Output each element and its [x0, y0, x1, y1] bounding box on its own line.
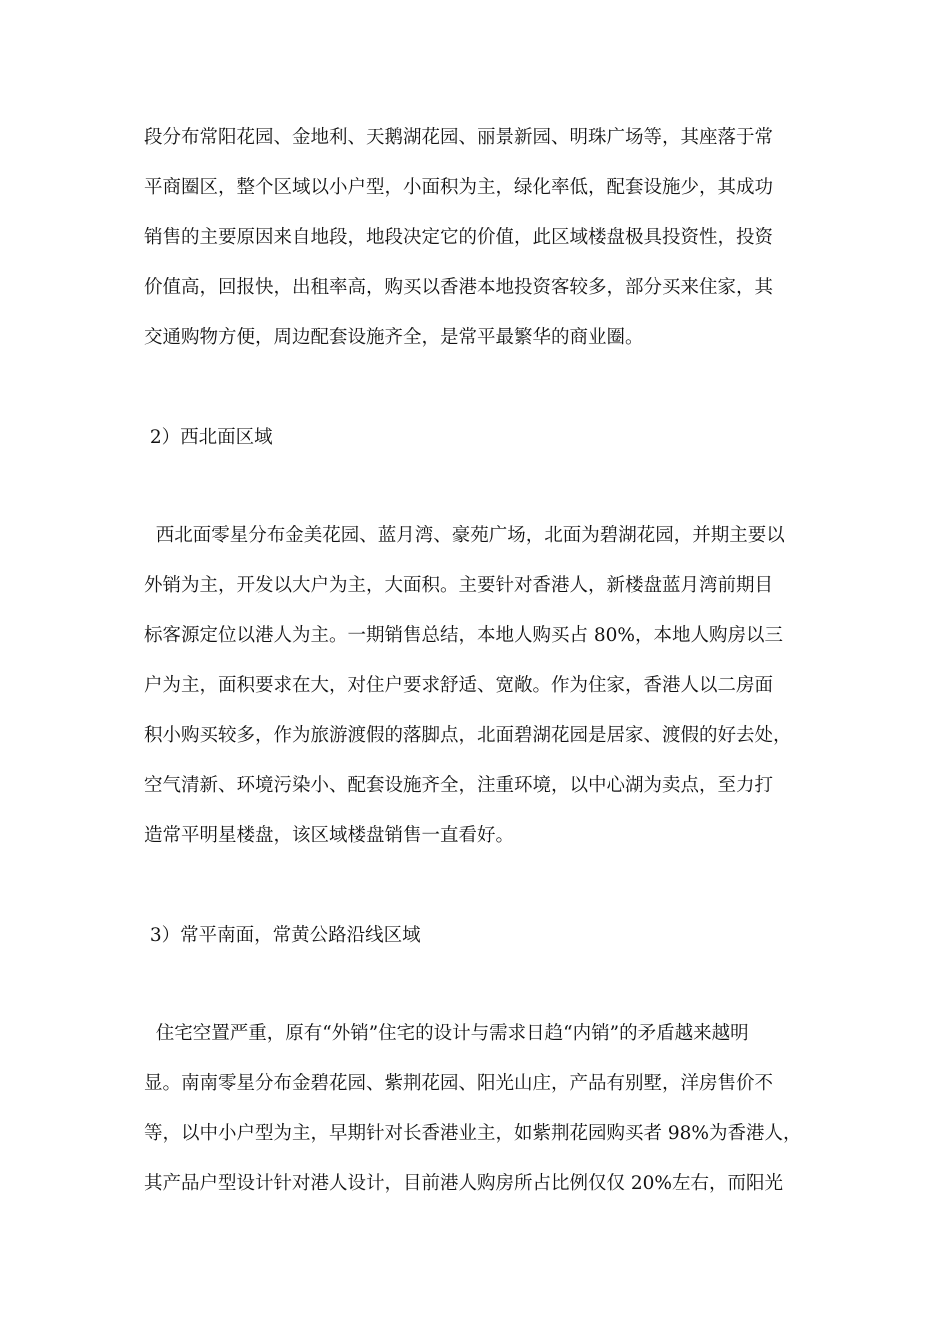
paragraph-1-line-3: 销售的主要原因来自地段，地段决定它的价值，此区域楼盘极具投资性，投资: [144, 227, 774, 248]
paragraph-3-line-1: 住宅空置严重，原有“外销”住宅的设计与需求日趋“内销”的矛盾越来越明: [144, 1023, 749, 1044]
paragraph-1-line-1: 段分布常阳花园、金地利、天鹅湖花园、丽景新园、明珠广场等，其座落于常: [144, 127, 774, 148]
paragraph-1-line-2: 平商圈区，整个区域以小户型，小面积为主，绿化率低，配套设施少，其成功: [144, 177, 774, 198]
paragraph-2-line-5: 积小购买较多，作为旅游渡假的落脚点，北面碧湖花园是居家、渡假的好去处，: [144, 725, 792, 746]
paragraph-2-line-6: 空气清新、环境污染小、配套设施齐全，注重环境，以中心湖为卖点，至力打: [144, 775, 774, 796]
paragraph-3-line-4: 其产品户型设计针对港人设计，目前港人购房所占比例仅仅 20%左右，而阳光: [144, 1173, 784, 1194]
section-heading-2: 2）西北面区域: [144, 427, 273, 448]
paragraph-2-line-1: 西北面零星分布金美花园、蓝月湾、豪苑广场，北面为碧湖花园，并期主要以: [144, 525, 785, 546]
section-heading-3: 3）常平南面，常黄公路沿线区域: [144, 925, 421, 946]
paragraph-2-line-7: 造常平明星楼盘，该区域楼盘销售一直看好。: [144, 825, 515, 846]
paragraph-2-line-4: 户为主，面积要求在大，对住户要求舒适、宽敞。作为住家，香港人以二房面: [144, 675, 774, 696]
paragraph-2-line-2: 外销为主，开发以大户为主，大面积。主要针对香港人，新楼盘蓝月湾前期目: [144, 575, 774, 596]
paragraph-1-line-4: 价值高，回报快，出租率高，购买以香港本地投资客较多，部分买来住家，其: [144, 277, 774, 298]
paragraph-1-line-5: 交通购物方便，周边配套设施齐全，是常平最繁华的商业圈。: [144, 327, 644, 348]
paragraph-2-line-3: 标客源定位以港人为主。一期销售总结，本地人购买占 80%，本地人购房以三: [144, 625, 784, 646]
paragraph-3-line-2: 显。南南零星分布金碧花园、紫荆花园、阳光山庄，产品有别墅，洋房售价不: [144, 1073, 774, 1094]
paragraph-3-line-3: 等，以中小户型为主，早期针对长香港业主，如紫荆花园购买者 98%为香港人，: [144, 1123, 802, 1144]
